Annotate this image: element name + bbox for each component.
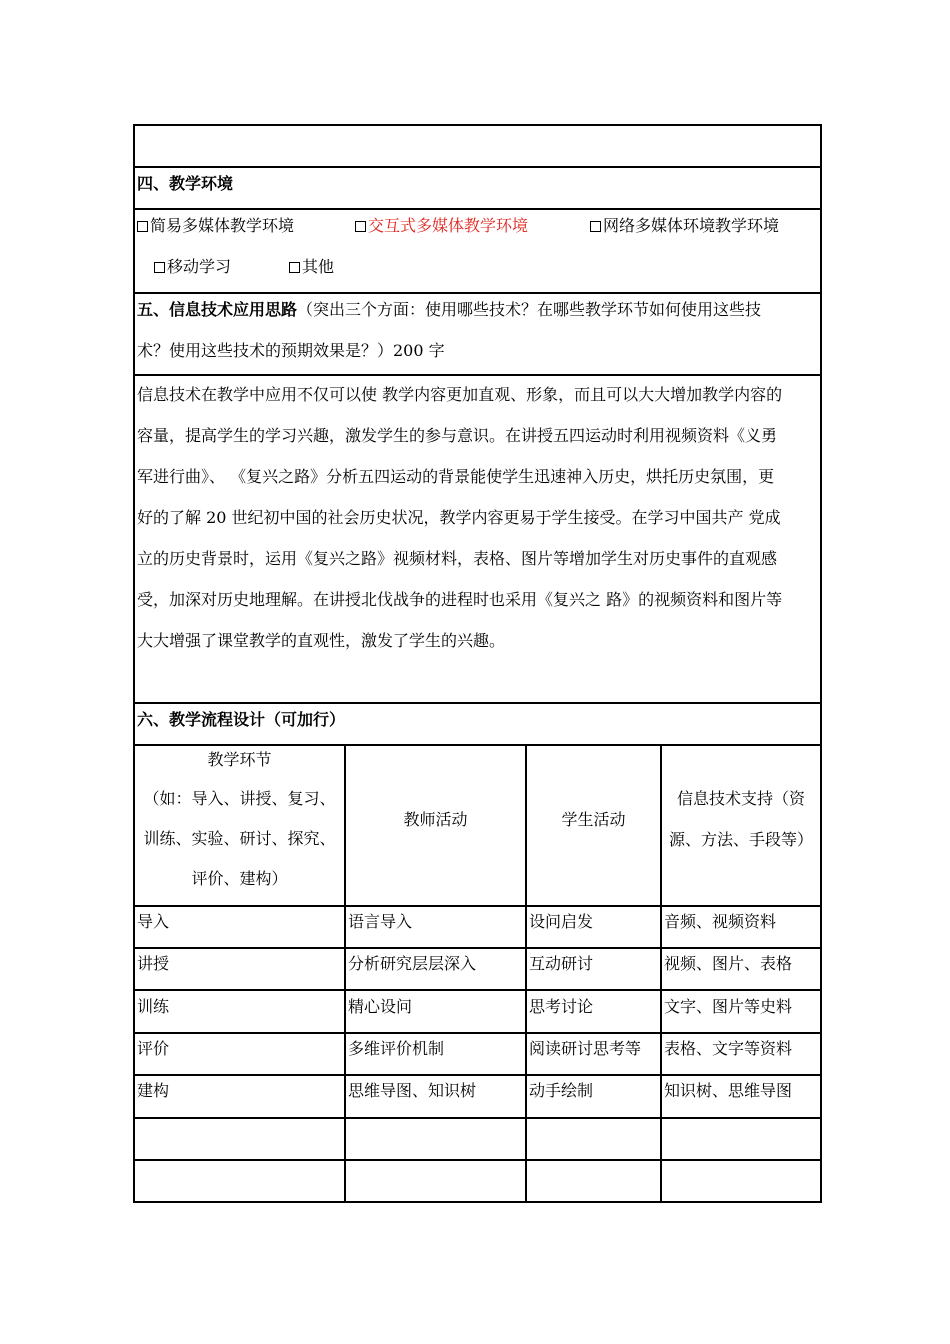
row-divider — [133, 166, 822, 168]
checkbox-icon[interactable] — [590, 221, 601, 232]
content-line: 军进行曲》、 《复兴之路》分析五四运动的背景能使学生迅速神入历史，烘托历史氛围，更 — [137, 467, 775, 486]
row-divider — [133, 702, 822, 704]
table-cell: 文字、图片等史料 — [664, 997, 793, 1016]
header-col1-line: 教学环节 — [207, 750, 272, 769]
header-col1-line: 训练、实验、研讨、探究、 — [143, 829, 336, 848]
env-option-simple[interactable]: 简易多媒体教学环境 — [137, 216, 294, 236]
table-cell: 多维评价机制 — [348, 1039, 445, 1058]
row-divider — [133, 208, 822, 210]
row-divider — [133, 1074, 822, 1076]
row-divider — [133, 292, 822, 294]
content-line: 好的了解 20 世纪初中国的社会历史状况，教学内容更易于学生接受。在学习中国共产 党成 — [137, 508, 781, 527]
checkbox-icon[interactable] — [289, 262, 300, 273]
table-cell: 视频、图片、表格 — [664, 954, 793, 973]
table-cell: 分析研究层层深入 — [348, 954, 477, 973]
table-cell: 思维导图、知识树 — [348, 1081, 477, 1100]
env-option-network[interactable]: 网络多媒体环境教学环境 — [590, 216, 779, 236]
content-line: 容量，提高学生的学习兴趣，激发学生的参与意识。在讲授五四运动时利用视频资料《义勇 — [137, 426, 778, 445]
row-divider — [133, 1032, 822, 1034]
row-divider — [133, 1159, 822, 1161]
row-divider — [133, 947, 822, 949]
row-divider — [133, 905, 822, 907]
header-it-support-line: 源、方法、手段等） — [668, 830, 813, 849]
env-option-mobile[interactable]: 移动学习 — [154, 257, 231, 277]
table-cell: 语言导入 — [348, 912, 413, 931]
header-student-activity: 学生活动 — [561, 810, 626, 829]
checkbox-icon[interactable] — [154, 262, 165, 273]
row-divider — [133, 1117, 822, 1119]
checkbox-icon[interactable] — [137, 221, 148, 232]
header-teacher-activity: 教师活动 — [403, 810, 468, 829]
table-cell: 音频、视频资料 — [664, 912, 777, 931]
section5-note-line2: 术？使用这些技术的预期效果是？）200 字 — [137, 341, 445, 360]
table-cell: 设问启发 — [529, 912, 594, 931]
checkbox-icon[interactable] — [355, 221, 366, 232]
table-cell: 互动研讨 — [529, 954, 594, 973]
section5-heading — [137, 300, 761, 320]
section5-content — [137, 374, 817, 661]
table-cell: 动手绘制 — [529, 1081, 594, 1100]
table-cell: 建构 — [137, 1081, 170, 1100]
row-divider — [133, 989, 822, 991]
section5-note-line1: （突出三个方面：使用哪些技术？在哪些教学环节如何使用这些技 — [297, 300, 762, 319]
content-line: 信息技术在教学中应用不仅可以使 教学内容更加直观、形象，而且可以大大增加教学内容的 — [137, 385, 783, 404]
env-option-other[interactable]: 其他 — [289, 257, 334, 277]
table-cell: 训练 — [137, 997, 170, 1016]
table-cell: 评价 — [137, 1039, 170, 1058]
header-col1-line: （如：导入、讲授、复习、 — [143, 789, 336, 808]
table-cell: 思考讨论 — [529, 997, 594, 1016]
content-line: 立的历史背景时，运用《复兴之路》视频材料，表格、图片等增加学生对历史事件的直观感 — [137, 549, 778, 568]
table-cell: 阅读研讨思考等 — [529, 1039, 642, 1058]
header-col1-line: 评价、建构） — [191, 869, 288, 888]
table-cell: 导入 — [137, 912, 170, 931]
row-divider — [133, 744, 822, 746]
content-line: 大大增强了课堂教学的直观性，激发了学生的兴趣。 — [137, 631, 506, 650]
content-line: 受，加深对历史地理解。在讲授北伐战争的进程时也采用《复兴之 路》的视频资料和图片等 — [137, 590, 783, 609]
col-divider — [660, 744, 662, 1203]
table-cell: 讲授 — [137, 954, 170, 973]
table-cell: 知识树、思维导图 — [664, 1081, 793, 1100]
header-it-support-line: 信息技术支持（资 — [676, 789, 805, 808]
table-cell: 表格、文字等资料 — [664, 1039, 793, 1058]
section5-title: 五、信息技术应用思路 — [137, 300, 298, 319]
table-cell: 精心设问 — [348, 997, 413, 1016]
section4-title: 四、教学环境 — [137, 174, 234, 193]
env-option-interactive[interactable]: 交互式多媒体教学环境 — [355, 216, 528, 236]
section6-title: 六、教学流程设计（可加行） — [137, 710, 346, 729]
